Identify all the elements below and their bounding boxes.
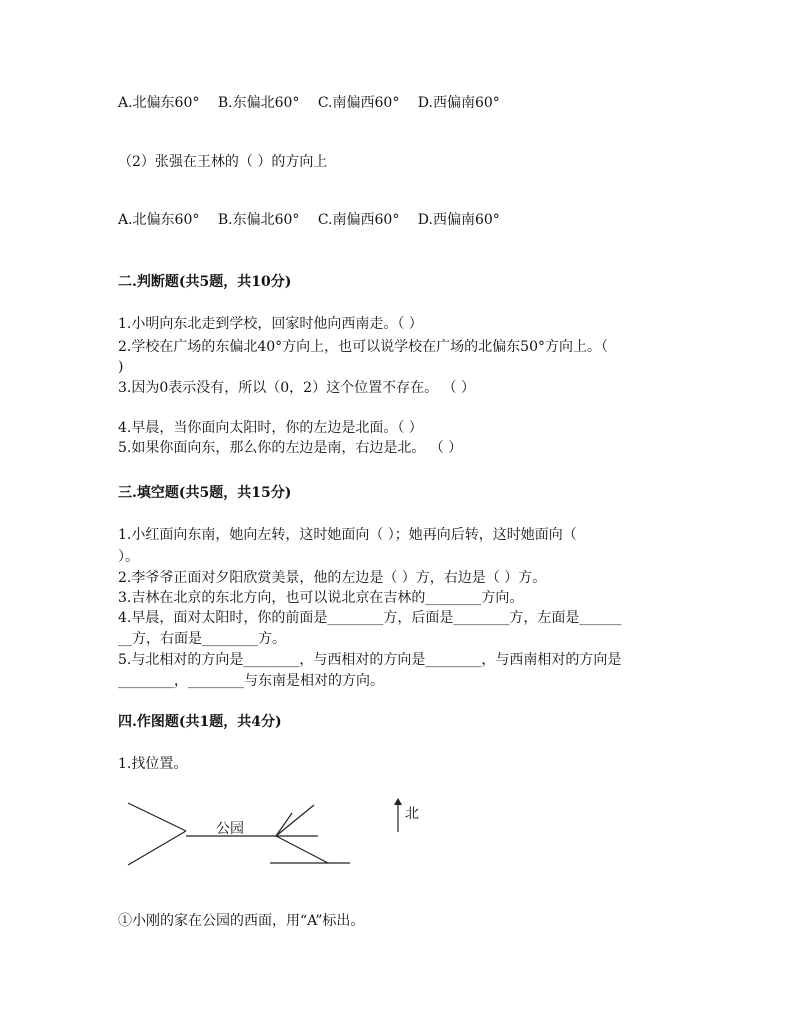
- q1-option-a: A.北偏东60°: [118, 95, 200, 111]
- q2-stem: （2）张强在王林的（ ）的方向上: [118, 154, 328, 170]
- map-road-right-fork-a: [276, 805, 314, 836]
- section4-q1: 1.找位置。: [118, 756, 188, 772]
- map-road-left-upper: [128, 803, 186, 831]
- section4-task-1: ①小刚的家在公园的西面，用“A”标出。: [118, 913, 365, 929]
- q1-option-c: C.南偏西60°: [317, 95, 400, 111]
- section2-item-2-cont: ): [118, 359, 124, 375]
- q1-options: [118, 93, 514, 113]
- map-road-left-lower: [128, 831, 186, 865]
- section3-item-1-cont: ）。: [118, 549, 139, 565]
- q2-option-a: A.北偏东60°: [118, 212, 200, 228]
- section3-item-1: 1.小红面向东南，她向左转，这时她面向（ ）；她再向后转，这时她面向（: [118, 527, 577, 543]
- map-north-label: 北: [405, 806, 419, 822]
- section2-item-3: 3.因为0表示没有，所以（0，2）这个位置不存在。 （ ）: [118, 380, 475, 396]
- q1-option-d: D.西偏南60°: [417, 95, 500, 111]
- section3-item-5-cont: ________，________与东南是相对的方向。: [118, 673, 384, 689]
- section2-item-5: 5.如果你面向东，那么你的左边是南，右边是北。 （ ）: [118, 440, 463, 456]
- q2-option-b: B.东偏北60°: [217, 212, 300, 228]
- section3-item-4: 4.早晨，面对太阳时，你的前面是________方，后面是________方，左面是______: [118, 610, 622, 626]
- q2-option-d: D.西偏南60°: [417, 212, 500, 228]
- section3-title: 三.填空题(共5题，共15分): [118, 485, 292, 501]
- q2-options: [118, 210, 514, 230]
- section3-item-5: 5.与北相对的方向是________，与西相对的方向是________，与西南相对的方向是: [118, 652, 622, 668]
- map-road-right-lower: [276, 836, 328, 863]
- section2-item-2: 2.学校在广场的东偏北40°方向上，也可以说学校在广场的北偏东50°方向上。（: [118, 339, 608, 355]
- section2-item-4: 4.早晨，当你面向太阳时，你的左边是北面。（ ）: [118, 420, 423, 436]
- section3-item-4-cont: __方，右面是________方。: [118, 631, 286, 647]
- map-park-label: 公园: [216, 821, 244, 837]
- q1-option-b: B.东偏北60°: [217, 95, 300, 111]
- section3-item-2: 2.李爷爷正面对夕阳欣赏美景，他的左边是（ ）方，右边是（ ）方。: [118, 570, 547, 586]
- section3-item-3: 3.吉林在北京的东北方向，也可以说北京在吉林的________方向。: [118, 590, 524, 606]
- north-arrow-icon: [392, 798, 404, 834]
- q2-option-c: C.南偏西60°: [317, 212, 400, 228]
- section2-title: 二.判断题(共5题，共10分): [118, 274, 292, 290]
- section4-title: 四.作图题(共1题，共4分): [118, 714, 282, 730]
- section2-item-1: 1.小明向东北走到学校，回家时他向西南走。（ ）: [118, 316, 423, 332]
